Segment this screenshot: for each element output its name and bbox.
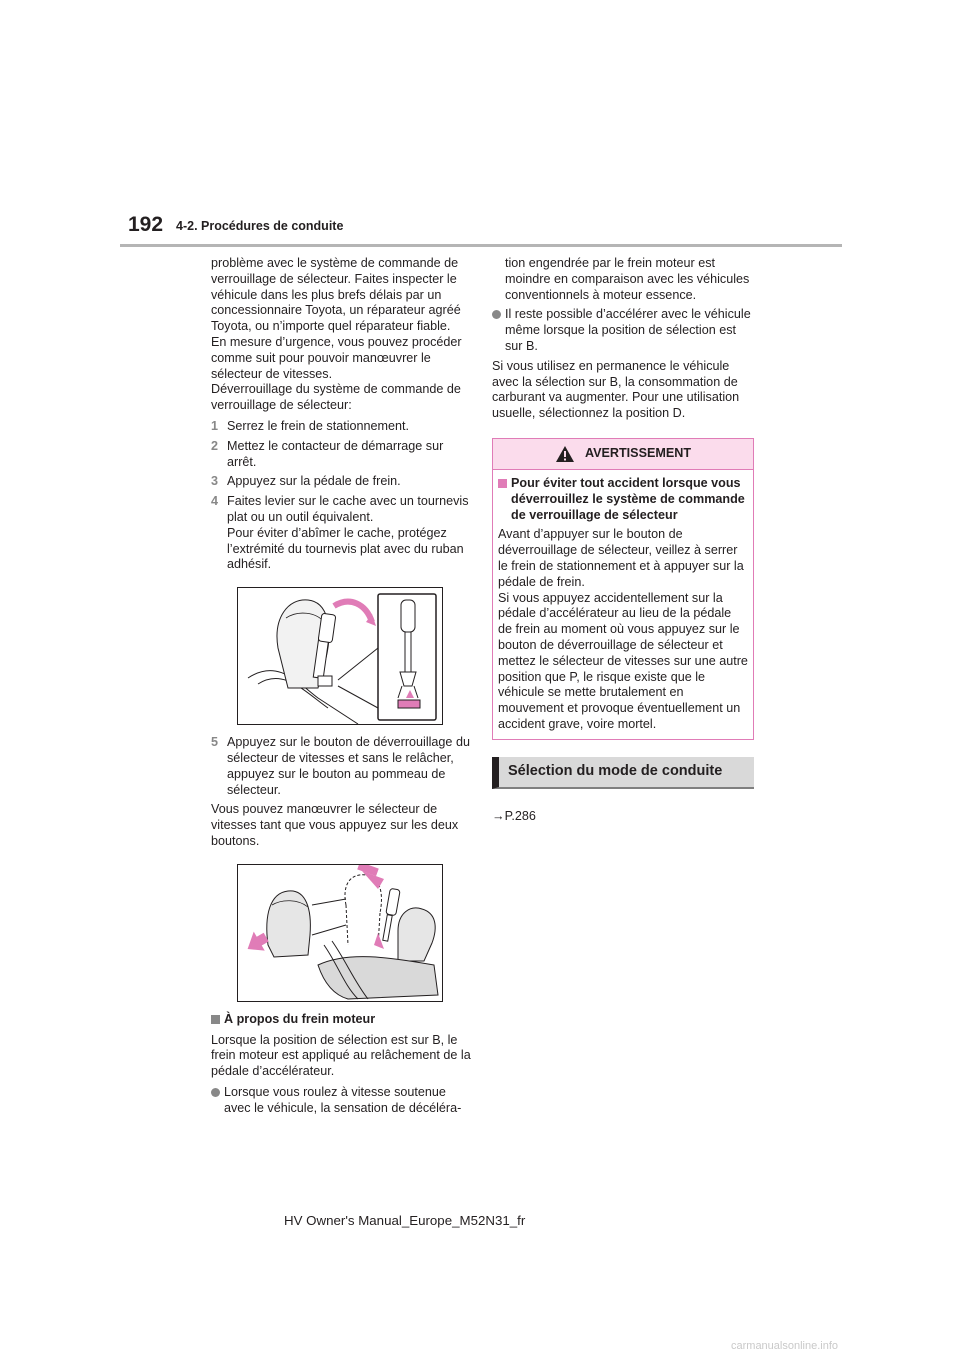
consumption-paragraph: Si vous utilisez en permanence le véhicule avec la sélection sur B, la consommation de carburant va augmenter. Pour une utilisation usuelle, sélectionnez la position D.: [492, 358, 740, 421]
warning-body: [493, 470, 753, 739]
step-1: [211, 419, 473, 435]
circle-bullet-icon: [211, 1088, 220, 1097]
step-3: [211, 474, 473, 490]
after-steps-text: Vous pouvez manœuvrer le sélecteur de vitesses tant que vous appuyez sur les deux boutons.: [211, 802, 459, 848]
step-note: Pour éviter d’abîmer le cache, protégez l’extrémité du tournevis plat avec du ruban adhésif.: [227, 525, 464, 572]
header-divider: [120, 244, 842, 247]
step-text: Serrez le frein de stationnement.: [227, 418, 410, 433]
engine-brake-text: Lorsque la position de sélection est sur B, le frein moteur est appliqué au relâchement de la pédale d’accélérateur.: [211, 1032, 471, 1079]
warning-paragraph-2: Si vous appuyez accidentellement sur la pédale d’accélérateur au lieu de la pédale de frein au moment où vous appuyez sur le bouton de déverrouillage de sélecteur et mettez le sélecteur de vitesses sur une autre position que P, le risque existe que le véhicule se mette brutalement en mouvement et provoque éventuellement un accident grave, voire mortel.: [498, 590, 748, 731]
bullet-1-continued: tion engendrée par le frein moteur est moindre en comparaison avec les véhicules conventionnels à moteur essence.: [505, 256, 750, 302]
circle-bullet-icon: [492, 310, 501, 319]
page-reference-link[interactable]: →P.286: [492, 808, 536, 823]
bullet-1-text: Lorsque vous roulez à vitesse soutenue avec le véhicule, la sensation de décéléra-: [224, 1084, 462, 1115]
shift-release-illustration: [238, 865, 442, 1001]
step-4: [211, 494, 473, 573]
warning-header: [493, 439, 753, 470]
step-5: [211, 735, 473, 798]
step-text: Appuyez sur la pédale de frein.: [227, 474, 401, 489]
drive-mode-section-title: Sélection du mode de conduite: [492, 757, 754, 789]
screwdriver-cover-illustration: [238, 588, 442, 724]
warning-subtitle: Pour éviter tout accident lorsque vous déverrouillez le système de commande de verrouillage de sélecteur: [511, 475, 745, 522]
step-number: 1: [211, 418, 219, 433]
unlock-title: Déverrouillage du système de commande de verrouillage de sélecteur:: [211, 382, 461, 413]
warning-title: AVERTISSEMENT: [584, 446, 692, 461]
engine-brake-heading: [211, 1012, 473, 1028]
warning-triangle-icon: [555, 445, 575, 463]
section-title-header: 4-2. Procédures de conduite: [176, 219, 344, 233]
step-2: [211, 439, 473, 471]
step-number: 4: [211, 494, 219, 509]
bullet-1: [211, 1085, 473, 1117]
intro-text: problème avec le système de commande de verrouillage de sélecteur. Faites inspecter le véhicule dans les plus brefs délais par un concessionnaire Toyota, un réparateur agréé Toyota, ou n’importe quel réparateur fiable.: [211, 256, 461, 334]
figure-screwdriver-cover: [237, 587, 443, 725]
watermark: carmanualsonline.info: [731, 1340, 839, 1352]
page-number: 192: [128, 213, 164, 236]
warning-subheading: [498, 476, 748, 523]
warning-box: [492, 438, 754, 740]
left-column: [211, 256, 473, 1121]
engine-brake-title: À propos du frein moteur: [224, 1011, 376, 1026]
step-number: 5: [211, 735, 219, 750]
bullet-2: [492, 307, 754, 354]
step-number: 3: [211, 474, 219, 489]
step-text: Appuyez sur le bouton de déverrouillage du sélecteur de vitesses et sans le relâcher, appuyez sur le bouton au pommeau de sélecteur.: [227, 735, 470, 797]
step-text: Mettez le contacteur de démarrage sur arrêt.: [227, 438, 444, 469]
emergency-text: En mesure d’urgence, vous pouvez procéder comme suit pour pouvoir manœuvrer le sélecteur de vitesses.: [211, 334, 462, 381]
square-bullet-icon: [498, 479, 507, 488]
footer-manual-id: HV Owner's Manual_Europe_M52N31_fr: [284, 1213, 526, 1228]
step-text: Faites levier sur le cache avec un tournevis plat ou un outil équivalent.: [227, 494, 469, 524]
bullet-2-text: Il reste possible d’accélérer avec le véhicule même lorsque la position de sélection est sur B.: [505, 307, 751, 353]
warning-paragraph-1: Avant d’appuyer sur le bouton de déverrouillage de sélecteur, veillez à serrer le frein de stationnement et à appuyer sur la pédale de frein.: [498, 527, 744, 589]
square-bullet-icon: [211, 1015, 220, 1024]
right-column: [492, 256, 754, 830]
figure-shift-release: [237, 864, 443, 1002]
step-number: 2: [211, 438, 219, 453]
